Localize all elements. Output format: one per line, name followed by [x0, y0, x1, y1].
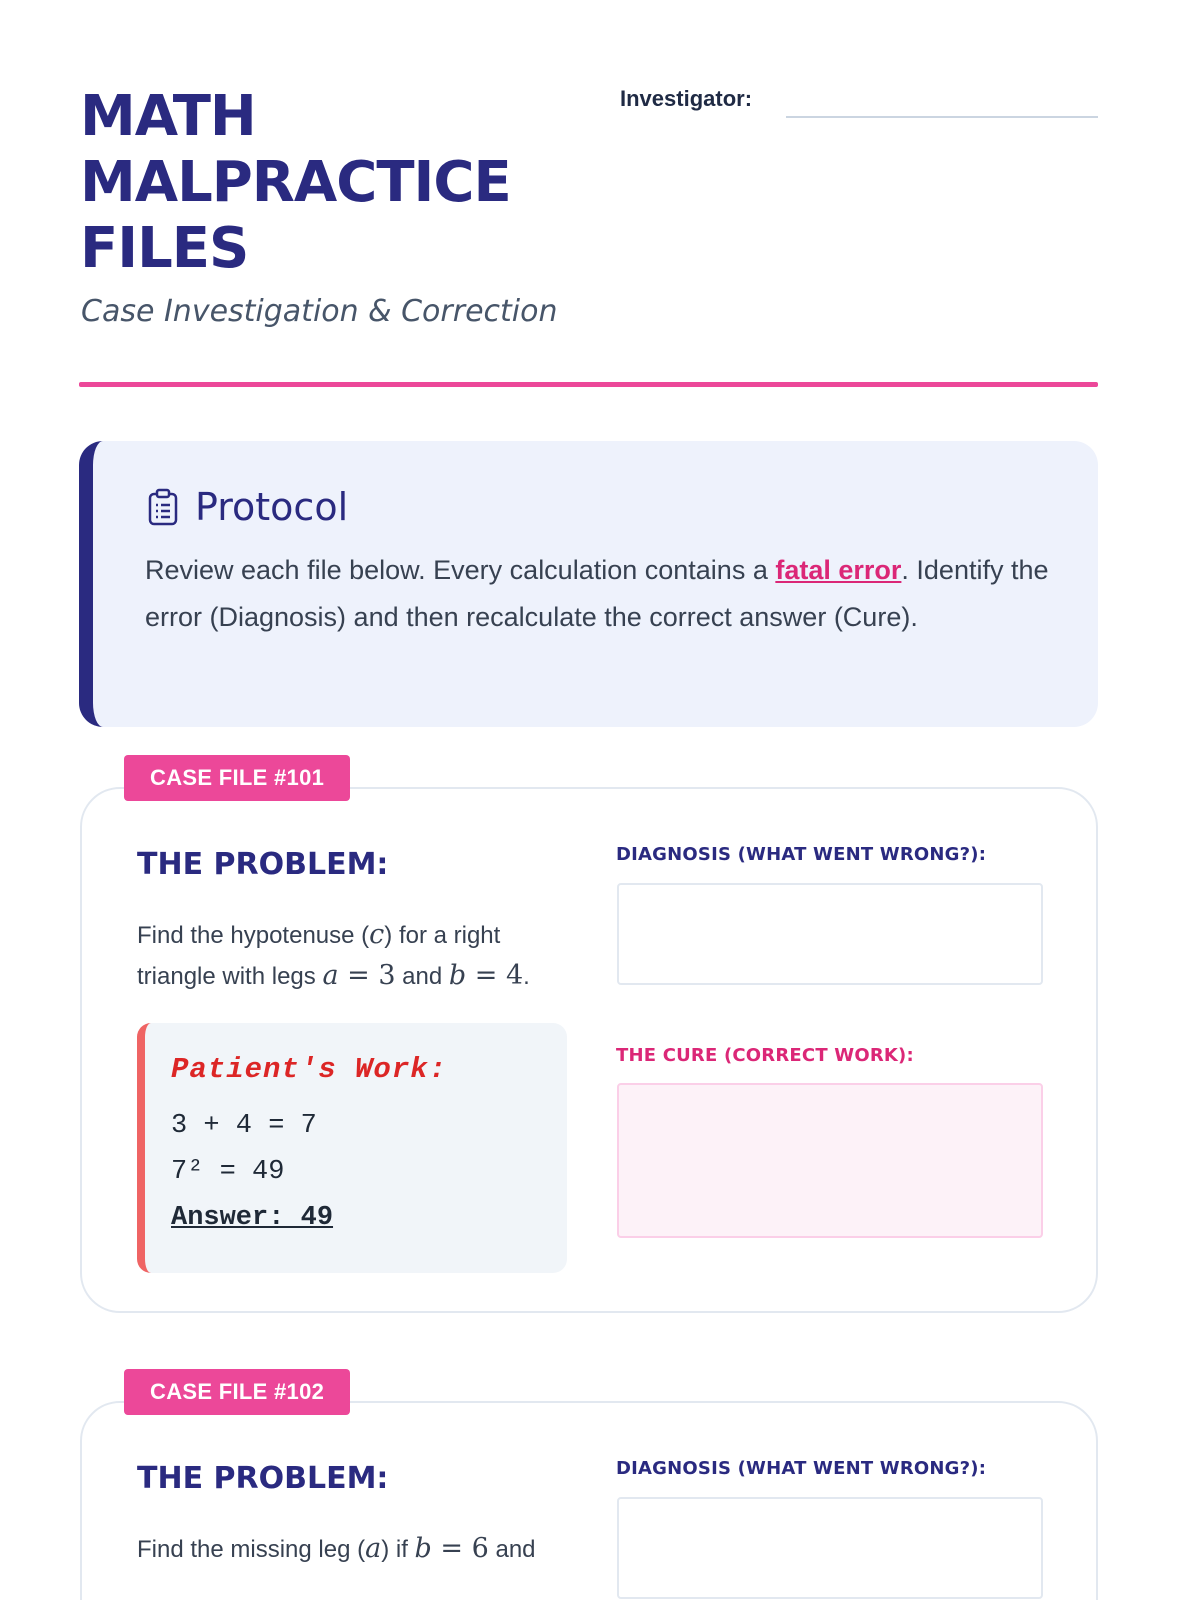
problem-text: ) for a right triangle with legs [137, 922, 501, 990]
math-variable: a [365, 1533, 382, 1564]
diagnosis-label: DIAGNOSIS (WHAT WENT WRONG?): [616, 844, 987, 865]
work-answer: Answer: 49 [171, 1203, 334, 1233]
protocol-box [79, 441, 1098, 727]
problem-text: and [488, 1536, 536, 1563]
work-line: 3 + 4 = 7 [171, 1111, 317, 1141]
math-variable: c [369, 919, 385, 950]
math-variable: a [322, 960, 339, 991]
diagnosis-label: DIAGNOSIS (WHAT WENT WRONG?): [616, 1458, 987, 1479]
page-title [80, 84, 511, 282]
case-file-tag: CASE FILE #102 [124, 1369, 350, 1415]
math-value: = 4 [466, 960, 524, 991]
diagnosis-field[interactable] [617, 883, 1043, 985]
cure-label: THE CURE (CORRECT WORK): [616, 1045, 914, 1066]
problem-statement [137, 1529, 577, 1570]
problem-statement [137, 915, 577, 997]
clipboard-icon [147, 488, 179, 526]
problem-text: Find the missing leg ( [137, 1536, 366, 1563]
math-value: = 3 [338, 960, 396, 991]
investigator-field[interactable] [786, 116, 1098, 118]
problem-text: ) if [381, 1536, 415, 1563]
protocol-heading [147, 485, 348, 529]
instruction-text: Review each file below. Every calculation contains a [145, 555, 776, 585]
problem-text: and [395, 963, 449, 990]
investigator-label: Investigator: [620, 86, 753, 111]
problem-heading: THE PROBLEM: [137, 1461, 389, 1496]
protocol-instructions [145, 547, 1075, 641]
problem-heading: THE PROBLEM: [137, 847, 389, 882]
instruction-text: . Identify the error (Diagnosis) and then recalculate the correct answer (Cure). [145, 555, 1049, 632]
cure-field[interactable] [617, 1083, 1043, 1238]
math-value: = 6 [431, 1533, 489, 1564]
title-line: FILES [80, 216, 249, 281]
math-variable: b [414, 1533, 432, 1564]
protocol-title: Protocol [195, 485, 349, 529]
title-line: MATH [80, 84, 256, 149]
patient-work-title: Patient's Work: [171, 1053, 448, 1086]
patient-work-box [137, 1023, 567, 1273]
case-file-card [80, 1401, 1098, 1600]
problem-text: Find the hypotenuse ( [137, 922, 370, 949]
case-file-card [80, 787, 1098, 1313]
diagnosis-field[interactable] [617, 1497, 1043, 1599]
case-file-tag: CASE FILE #101 [124, 755, 350, 801]
fatal-error-highlight: fatal error [775, 555, 902, 585]
work-line: 7² = 49 [171, 1157, 285, 1187]
math-variable: b [448, 960, 467, 991]
page-subtitle: Case Investigation & Correction [81, 294, 558, 329]
problem-text: . [523, 963, 530, 990]
title-line: MALPRACTICE [80, 150, 511, 215]
header-divider [79, 382, 1098, 387]
